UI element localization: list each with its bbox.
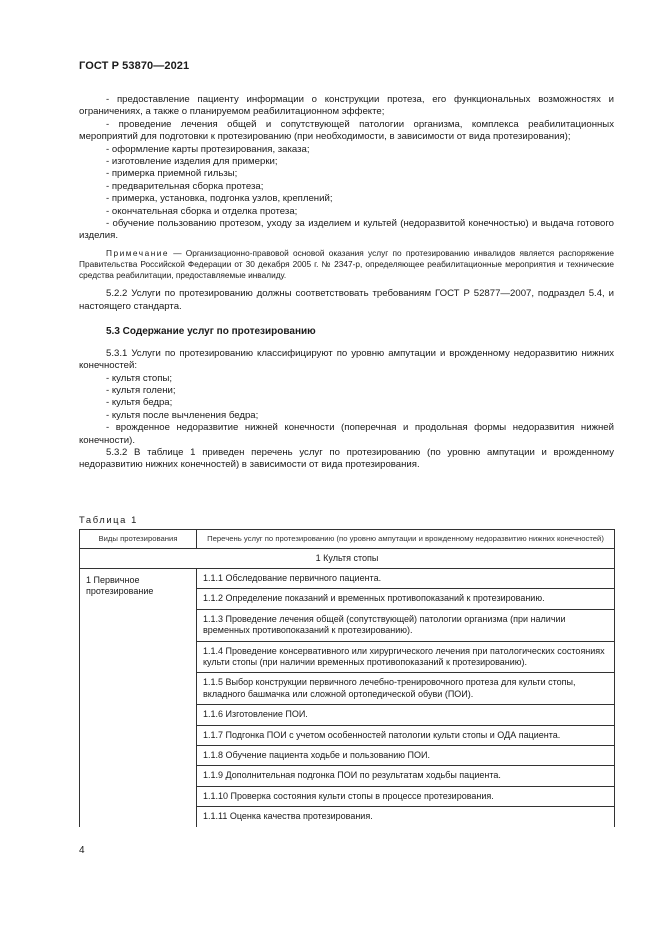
list-item: - культя после вычленения бедра; [106, 409, 259, 421]
list-item: - примерка, установка, подгонка узлов, креплений; [106, 193, 333, 205]
section-heading: 5.3 Содержание услуг по протезированию [106, 326, 316, 338]
services-list [197, 569, 615, 827]
table-section-row [80, 548, 615, 568]
service-item: 1.1.2 Определение показаний и временных противопоказаний к протезированию. [197, 589, 614, 609]
paragraph-5-3-2: 5.3.2 В таблице 1 приведен перечень услуг по протезированию (по уровню ампутации и врожденному недоразвитию нижних конечностей) в зависимости от вида протезирования. [79, 446, 614, 471]
service-item: 1.1.7 Подгонка ПОИ с учетом особенностей патологии культи стопы и ОДА пациента. [197, 726, 614, 746]
page-number: 4 [79, 845, 85, 856]
list-item: - культя бедра; [106, 397, 173, 409]
service-item: 1.1.1 Обследование первичного пациента. [197, 569, 614, 589]
list-item: - оформление карты протезирования, заказа; [106, 143, 310, 155]
service-item: 1.1.10 Проверка состояния культи стопы в процессе протезирования. [197, 787, 614, 807]
list-item: - обучение пользованию протезом, уходу за изделием и культей (недоразвитой конечностью) и выдача готового изделия. [79, 218, 614, 242]
list-item: - культя голени; [106, 384, 176, 396]
prosthesis-kind: 1 Первичное протезирование [80, 569, 197, 827]
list-item: - культя стопы; [106, 372, 173, 384]
note-label: Примечание [106, 247, 170, 258]
services-table [79, 529, 615, 827]
column-header-services: Перечень услуг по протезированию (по уровню ампутации и врожденному недоразвитию нижних конечностей) [197, 530, 615, 549]
service-item: 1.1.11 Оценка качества протезирования. [203, 811, 373, 822]
list-item: - окончательная сборка и отделка протеза; [106, 205, 298, 217]
list-item: - предварительная сборка протеза; [106, 180, 264, 192]
service-item: 1.1.6 Изготовление ПОИ. [197, 705, 614, 725]
note-paragraph [79, 248, 614, 282]
list-item: - врожденное недоразвитие нижней конечности (поперечная и продольная формы недоразвития нижней конечности). [79, 422, 614, 446]
list-item: - изготовление изделия для примерки; [106, 156, 278, 168]
note-text: — Организационно-правовой основой оказания услуг по протезированию инвалидов является распоряжение Правительства Российской Федерации от 30 декабря 2005 г. № 2347-р, определяющее реабилитационные мероприятия и технические средства реабилитации, предоставляемые инвалиду. [79, 247, 614, 281]
paragraph-5-2-2: 5.2.2 Услуги по протезированию должны соответствовать требованиям ГОСТ Р 52877—2007, подраздел 5.4, и настоящего стандарта. [79, 288, 614, 312]
list-item: - примерка приемной гильзы; [106, 168, 238, 180]
list-item: - проведение лечения общей и сопутствующей патологии организма, комплекса реабилитационных мероприятий для подготовки к протезированию (при необходимости, в зависимости от вида протезирования); [79, 118, 614, 143]
document-body [79, 94, 614, 472]
service-item: 1.1.3 Проведение лечения общей (сопутствующей) патологии организма (при наличии временных противопоказаний к протезированию). [197, 610, 614, 642]
section-title: 1 Культя стопы [80, 548, 615, 568]
service-item: 1.1.9 Дополнительная подгонка ПОИ по результатам ходьбы пациента. [197, 766, 614, 786]
paragraph-5-3-1: 5.3.1 Услуги по протезированию классифицируют по уровню ампутации и врожденному недоразвитию нижних конечностей: [79, 347, 614, 372]
service-item: 1.1.5 Выбор конструкции первичного лечебно-тренировочного протеза для культи стопы, вкладного башмачка или сложной ортопедической обуви (ПОИ). [197, 673, 614, 705]
column-header-kind: Виды протезирования [80, 530, 197, 549]
table-row [80, 569, 615, 827]
table-header-row [80, 530, 615, 549]
table-label: Таблица 1 [79, 514, 138, 525]
document-header: ГОСТ Р 53870—2021 [79, 60, 190, 72]
service-item: 1.1.4 Проведение консервативного или хирургического лечения при патологических состояниях культи стопы (при наличии временных противопоказаний к протезированию). [197, 642, 614, 674]
service-item: 1.1.8 Обучение пациента ходьбе и пользованию ПОИ. [197, 746, 614, 766]
list-item: - предоставление пациенту информации о конструкции протеза, его функциональных возможностях и ограничениях, а также о планируемом реабилитационном эффекте; [79, 94, 614, 118]
